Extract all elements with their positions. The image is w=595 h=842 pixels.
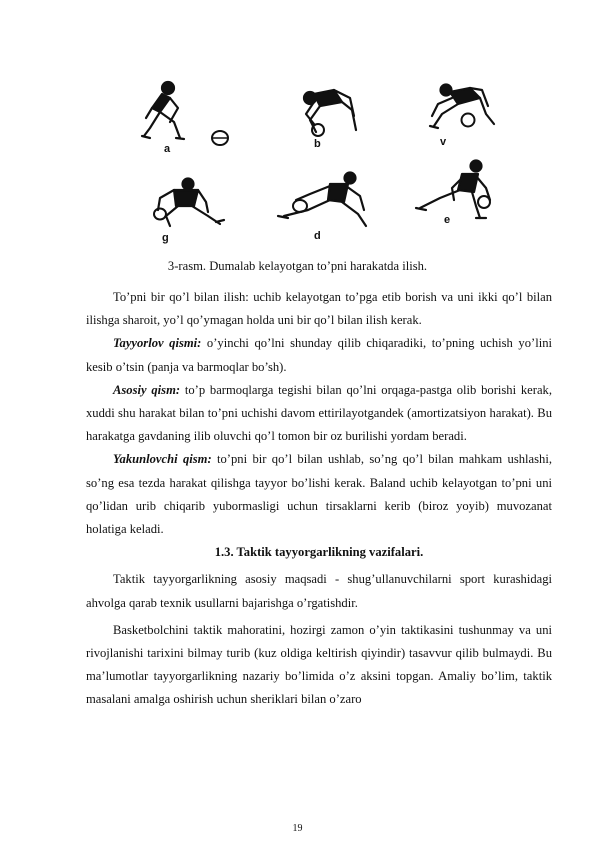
term-main-phase: Asosiy qism: [113,382,181,397]
paragraph-main-phase [86,379,552,449]
paragraph-tactical-mastery: Basketbolchini taktik mahoratini, hozirgi zamon o’yin taktikasini tushunmay va uni rivojlanishi tarixini bilmay turib (kuz oldiga keltirish qiyindir) tasavvur qilib bulmaydi. Bu ma’lumotlar tayyorgarlikning nazariy bo’limida o’z aksini topgan. Amaliy bo’lim, taktik masalani amalga oshirish uchun sheriklari bilan o’zaro [86,622,552,707]
figure-letter-b: b [314,138,321,150]
player-sketch-e [414,158,500,228]
player-sketch-g [148,176,228,236]
text-final-phase: to’pni bir qo’l bilan ushlab, so’ng qo’l bilan mahkam ushlashi, so’ng esa tezda harakat qilishga tayyor bo’lishi kerak. Baland uchib kelayotgan to’pni uni qo’lidan urib chiqarib yubormasligi uchun tirsaklarni kerib (biroz yoyib) muvozanat holatiga keladi. [86,452,552,537]
player-sketch-v [424,80,500,140]
player-sketch-d [274,170,378,236]
paragraph-preparatory-phase [86,332,552,378]
page-number: 19 [292,823,303,834]
figure-letter-a: a [164,143,171,155]
paragraph-tactical-goal: Taktik tayyorgarlikning asosiy maqsadi - shug’ullanuvchilarni sport kurashidagi ahvolga qarab texnik usullarni bajarishga o’rgatishdir. [86,572,552,610]
text-main-phase: to’p barmoqlarga tegishi bilan qo’lni orqaga-pastga olib borishi kerak, xuddi shu harakat bilan to’pni uchishi davom ettirilayotgandek (amortizatsiyon harakat). Bu harakatga gavdaning ilib oluvchi qo’l tomon bir oz burilishi yordam beradi. [86,382,552,444]
player-sketch-b [290,80,370,150]
player-sketch-a [140,78,240,158]
figure-letter-e: e [444,214,451,226]
figure-letter-g: g [162,232,169,244]
figure-panel-g [148,176,228,244]
section-heading: 1.3. Taktik tayyorgarlikning vazifalari. [214,545,424,560]
paragraph-one-hand-catch: To’pni bir qo’l bilan ilish: uchib kelayotgan to’pga etib borish va uni ikki qo’l bilan ilishga sharoit, yo’l qo’ymagan holda uni bir qo’l bilan ilish kerak. [86,290,552,328]
paragraph-final-phase [86,448,552,541]
figure-panel-v [424,80,500,148]
body-text [86,286,552,712]
figure-panel-e [414,158,500,228]
illustration-catching-ball [130,70,510,252]
figure-panel-b [290,80,370,150]
figure-letter-v: v [440,136,447,148]
figure-letter-d: d [314,230,321,242]
figure-panel-d [274,170,378,242]
term-final-phase: Yakunlovchi qism: [113,452,212,467]
term-preparatory-phase: Tayyorlov qismi: [113,336,202,351]
figure-caption: 3-rasm. Dumalab kelayotgan to’pni harakatda ilish. [167,259,428,273]
text-preparatory-phase: o’yinchi qo’lni shunday qilib chiqaradiki, to’pning uchish yo’lini kesib o’tsin (panja va barmoqlar bo’sh). [86,336,552,374]
figure-panel-a [140,78,240,158]
